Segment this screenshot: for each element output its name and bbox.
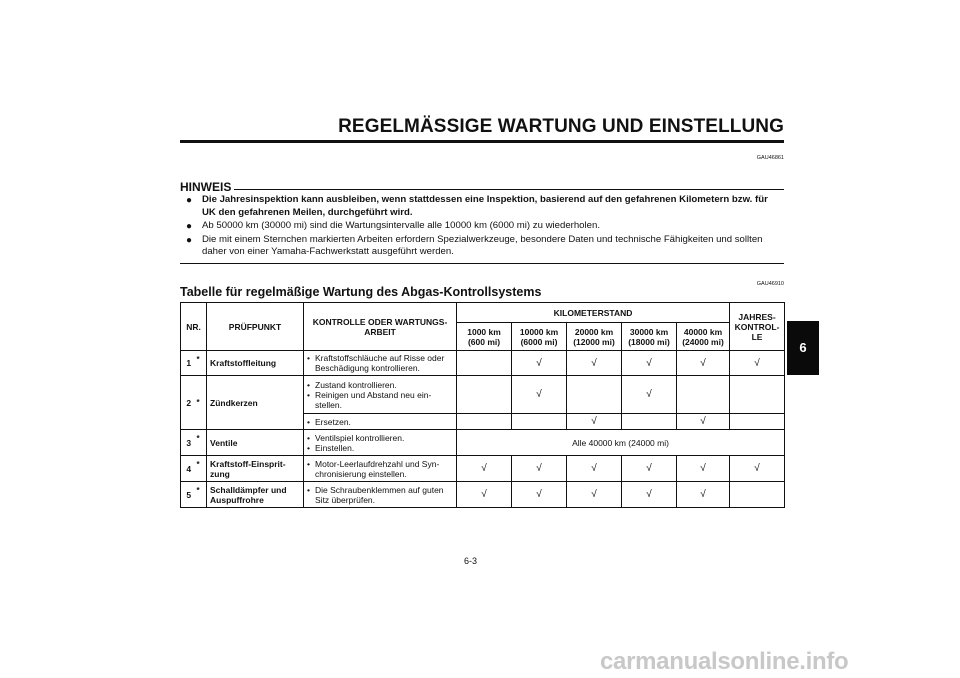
header-km-col: 1000 km (600 mi) bbox=[457, 323, 512, 351]
row-star: * bbox=[197, 351, 207, 376]
check-cell: √ bbox=[677, 414, 730, 430]
row-star: * bbox=[197, 376, 207, 430]
row-work: • Zustand kontrollieren. • Reinigen und Abstand neu ein-stellen. bbox=[304, 376, 457, 414]
check-cell: √ bbox=[567, 482, 622, 508]
check-cell: √ bbox=[457, 482, 512, 508]
header-km-col: 40000 km (24000 mi) bbox=[677, 323, 730, 351]
hinweis-rule bbox=[234, 189, 784, 190]
check-cell bbox=[730, 414, 785, 430]
check-cell bbox=[457, 414, 512, 430]
row-item: Kraftstoffleitung bbox=[207, 351, 304, 376]
row-nr: 1 bbox=[181, 351, 197, 376]
check-cell: √ bbox=[457, 456, 512, 482]
check-cell: √ bbox=[730, 456, 785, 482]
check-cell: √ bbox=[512, 376, 567, 414]
check-cell bbox=[512, 414, 567, 430]
header-km-col: 10000 km (6000 mi) bbox=[512, 323, 567, 351]
code-note-1: GAU46861 bbox=[756, 155, 784, 161]
chapter-tab[interactable]: 6 bbox=[787, 321, 819, 375]
check-cell: √ bbox=[677, 351, 730, 376]
row-work: • Motor-Leerlaufdrehzahl und Syn-chronisierung einstellen. bbox=[304, 456, 457, 482]
header-km: KILOMETERSTAND bbox=[457, 303, 730, 323]
check-cell: √ bbox=[730, 351, 785, 376]
maintenance-table bbox=[180, 302, 785, 508]
row-nr: 5 bbox=[181, 482, 197, 508]
check-cell: √ bbox=[677, 482, 730, 508]
row-work: • Die Schraubenklemmen auf guten Sitz überprüfen. bbox=[304, 482, 457, 508]
row-star: * bbox=[197, 430, 207, 456]
check-cell: √ bbox=[512, 482, 567, 508]
check-cell: √ bbox=[622, 351, 677, 376]
table-row bbox=[181, 351, 785, 376]
header-nr: NR. bbox=[181, 303, 207, 351]
title-rule bbox=[180, 140, 784, 143]
header-item: PRÜFPUNKT bbox=[207, 303, 304, 351]
row-item: Kraftstoff-Einsprit-zung bbox=[207, 456, 304, 482]
bullet-icon: ● bbox=[186, 195, 193, 206]
table-row bbox=[181, 376, 785, 414]
header-km-col: 30000 km (18000 mi) bbox=[622, 323, 677, 351]
header-annual: JAHRES-KONTROL-LE bbox=[730, 303, 785, 351]
check-cell bbox=[730, 482, 785, 508]
header-work: KONTROLLE ODER WARTUNGS-ARBEIT bbox=[304, 303, 457, 351]
check-cell: √ bbox=[512, 351, 567, 376]
hinweis-item: ● Ab 50000 km (30000 mi) sind die Wartungsintervalle alle 10000 km (6000 mi) zu wiederholen. bbox=[186, 220, 600, 233]
check-cell: √ bbox=[622, 376, 677, 414]
page-title: REGELMÄSSIGE WARTUNG UND EINSTELLUNG bbox=[338, 116, 784, 137]
page-number: 6-3 bbox=[464, 556, 478, 566]
row-nr: 3 bbox=[181, 430, 197, 456]
row-star: * bbox=[197, 456, 207, 482]
row-work: • Ventilspiel kontrollieren. • Einstellen. bbox=[304, 430, 457, 456]
table-row bbox=[181, 482, 785, 508]
interval-note: Alle 40000 km (24000 mi) bbox=[457, 430, 785, 456]
check-cell bbox=[730, 376, 785, 414]
check-cell: √ bbox=[622, 456, 677, 482]
hinweis-label: HINWEIS bbox=[180, 180, 232, 194]
row-star: * bbox=[197, 482, 207, 508]
header-km-col: 20000 km (12000 mi) bbox=[567, 323, 622, 351]
check-cell bbox=[622, 414, 677, 430]
hinweis-bottom-rule bbox=[180, 263, 784, 264]
hinweis-item: ● Die Jahresinspektion kann ausbleiben, wenn stattdessen eine Inspektion, basierend auf den gefahrenen Kilometern bzw. für UK den gefahrenen Meilen, durchgeführt wird. bbox=[186, 194, 768, 218]
hinweis-item: ● Die mit einem Sternchen markierten Arbeiten erfordern Spezialwerkzeuge, besondere Daten und technische Fähigkeiten und sollten daher von einer Yamaha-Fachwerkstatt ausgeführt werden. bbox=[186, 233, 763, 258]
row-item: Schalldämpfer und Auspuffrohre bbox=[207, 482, 304, 508]
row-work: • Kraftstoffschläuche auf Risse oder Beschädigung kontrollieren. bbox=[304, 351, 457, 376]
table-row bbox=[181, 456, 785, 482]
table-row bbox=[181, 430, 785, 456]
check-cell: √ bbox=[512, 456, 567, 482]
maintenance-table-wrap bbox=[180, 302, 784, 508]
code-note-2: GAU46910 bbox=[756, 281, 784, 287]
check-cell: √ bbox=[567, 351, 622, 376]
check-cell bbox=[567, 376, 622, 414]
check-cell bbox=[457, 376, 512, 414]
bullet-icon: ● bbox=[186, 221, 193, 233]
watermark: carmanualsonline.info bbox=[600, 648, 849, 675]
bullet-icon: ● bbox=[186, 234, 193, 246]
row-item: Ventile bbox=[207, 430, 304, 456]
row-item: Zündkerzen bbox=[207, 376, 304, 430]
check-cell: √ bbox=[567, 414, 622, 430]
section-title: Tabelle für regelmäßige Wartung des Abgas-Kontrollsystems bbox=[180, 285, 542, 299]
check-cell: √ bbox=[677, 456, 730, 482]
check-cell: √ bbox=[622, 482, 677, 508]
row-nr: 4 bbox=[181, 456, 197, 482]
row-work: • Ersetzen. bbox=[304, 414, 457, 430]
hinweis-list bbox=[186, 194, 784, 260]
row-nr: 2 bbox=[181, 376, 197, 430]
check-cell: √ bbox=[567, 456, 622, 482]
check-cell bbox=[457, 351, 512, 376]
check-cell bbox=[677, 376, 730, 414]
